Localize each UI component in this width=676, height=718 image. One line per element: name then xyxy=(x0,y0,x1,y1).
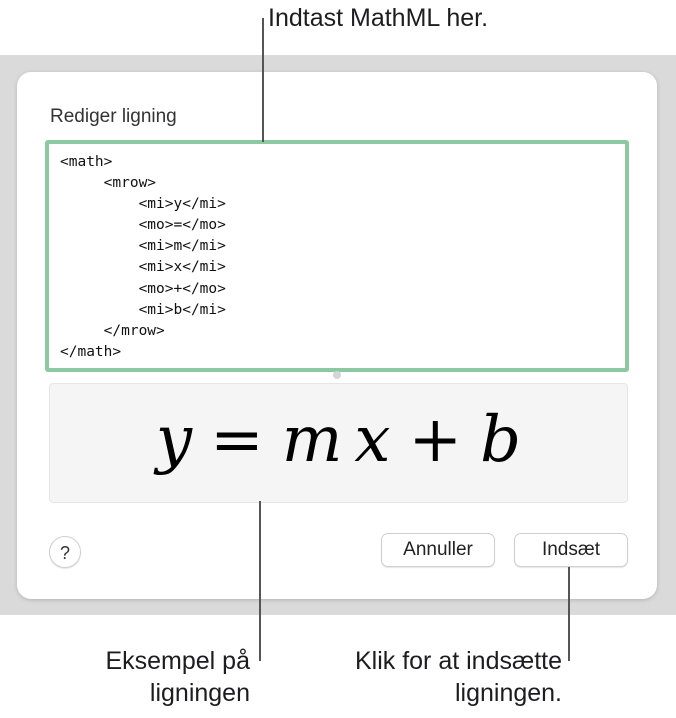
code-line[interactable]: <mi>y</mi> xyxy=(60,196,226,213)
code-line[interactable]: <mo>+</mo> xyxy=(60,280,226,297)
equation-token-equals: = xyxy=(210,403,264,477)
callout-insert-line: Klik for at indsætte xyxy=(354,647,562,675)
callout-preview xyxy=(105,645,250,709)
question-mark-icon[interactable]: ? xyxy=(49,536,81,568)
callout-insert-line: ligningen. xyxy=(454,679,562,707)
callout-line-editor xyxy=(262,18,264,142)
equation-token-y: y xyxy=(155,403,193,477)
code-line[interactable]: <math> xyxy=(60,154,113,170)
callout-enter-mathml: Indtast MathML her. xyxy=(268,4,489,32)
equation-preview xyxy=(49,383,628,503)
callout-insert xyxy=(355,645,562,709)
equation-rendering xyxy=(50,404,627,476)
code-line[interactable]: <mo>=</mo> xyxy=(60,217,226,234)
code-line[interactable]: </math> xyxy=(60,343,122,360)
resize-handle[interactable] xyxy=(333,371,341,379)
code-line[interactable]: </mrow> xyxy=(60,322,165,339)
callout-preview-line: Eksempel på xyxy=(105,647,250,675)
code-line[interactable]: <mi>b</mi> xyxy=(60,301,226,318)
callout-preview-line: ligningen xyxy=(149,679,250,707)
cancel-button[interactable]: Annuller xyxy=(381,533,495,567)
mathml-editor[interactable] xyxy=(45,140,629,372)
code-line[interactable]: <mi>m</mi> xyxy=(60,238,226,255)
code-line[interactable]: <mi>x</mi> xyxy=(60,259,226,276)
insert-button[interactable]: Indsæt xyxy=(514,533,628,567)
equation-token-b: b xyxy=(480,403,522,477)
mathml-code[interactable] xyxy=(60,152,226,363)
code-line[interactable]: <mrow> xyxy=(60,175,157,192)
callout-line-insert xyxy=(568,567,570,661)
dialog-title: Rediger ligning xyxy=(50,106,177,127)
equation-token-x: x xyxy=(354,403,391,477)
callout-line-preview xyxy=(259,501,261,661)
equation-token-m: m xyxy=(281,403,343,477)
equation-token-plus: + xyxy=(408,403,463,477)
